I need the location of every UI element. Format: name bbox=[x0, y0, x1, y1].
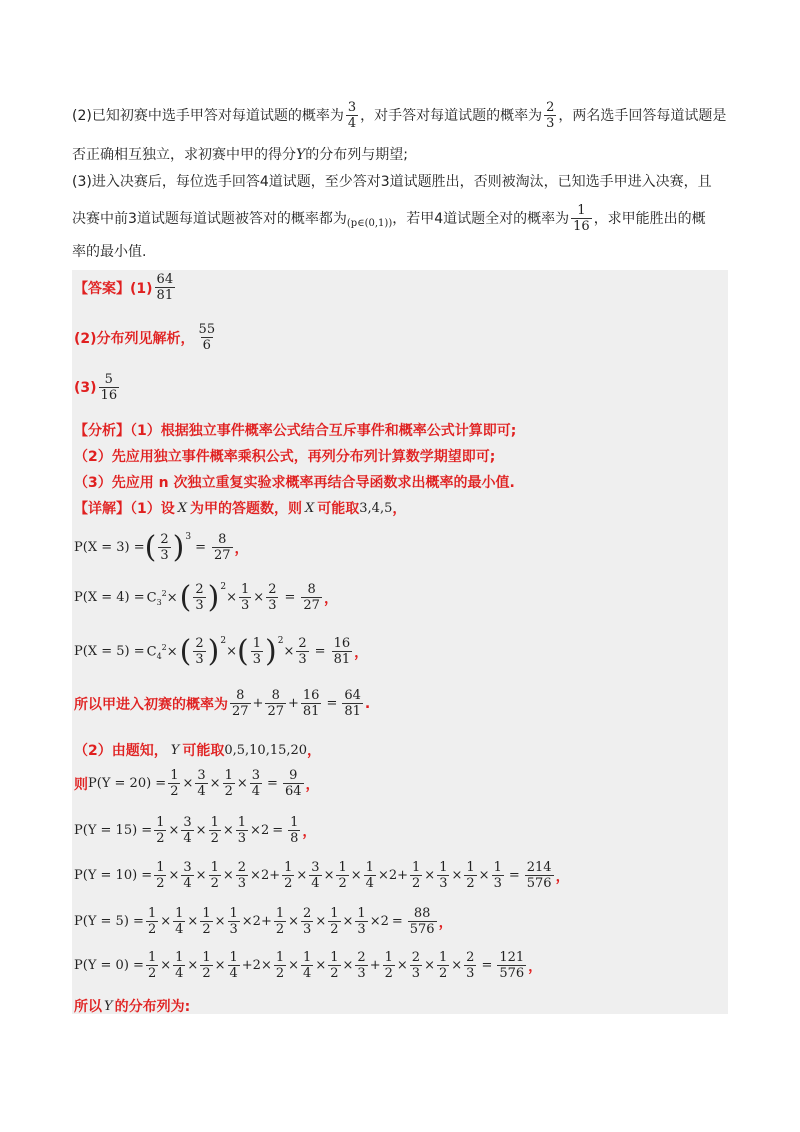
sum-label: 所以甲进入初赛的概率为 bbox=[74, 696, 228, 713]
y-values-line: （2）由题知， Y 可能取 0,5,10,15,20 ， bbox=[74, 740, 321, 760]
px3-equation: P(X = 3) = ( $\frac{2}{3}$ ) 3 = $\frac{8}{27}$ ， bbox=[74, 529, 249, 565]
answer-2-fraction: $\frac{55}{6}$ bbox=[198, 322, 216, 353]
question-text: 的分布列与期望; bbox=[305, 147, 408, 163]
sum-line: 所以甲进入初赛的概率为 $\frac{8}{27}$ + $\frac{8}{27}$ + $\frac{16}{81}$ = $\frac{64}{81}$ . bbox=[74, 688, 371, 719]
question-text: (2)已知初赛中选手甲答对每道试题的概率为 bbox=[72, 107, 344, 124]
analysis-line-1: 【分析】（1）根据独立事件概率公式结合互斥事件和概率公式计算即可; bbox=[74, 423, 517, 439]
answer-2-label: (2)分布列见解析， bbox=[74, 330, 195, 347]
py20-label: P(Y = 20) = bbox=[88, 776, 167, 791]
fraction-3-4: $\frac{3}{4}$ bbox=[347, 100, 357, 131]
question-3-line-1 bbox=[72, 172, 712, 192]
py10-label: P(Y = 10) = bbox=[74, 868, 153, 883]
answer-line-2 bbox=[74, 322, 219, 353]
py0-label: P(Y = 0) = bbox=[74, 958, 144, 973]
variable-y: Y bbox=[170, 742, 180, 758]
px5-result: $\frac{16}{81}$ bbox=[333, 636, 351, 667]
question-text: ，两名选手回答每道试题是 bbox=[558, 107, 727, 124]
py5-equation: P(Y = 5) = $\frac{1}{2}$ × $\frac{1}{4}$ × $\frac{1}{2}$ × $\frac{1}{3}$ ×2+ $\frac{1}{2}$ × $\frac{2}{3}$ × $\frac{1}{2}$ × $\frac{1}{3}$ ×2 = $\frac{88}{576}$ ， bbox=[74, 906, 453, 937]
fraction-2-3: $\frac{2}{3}$ bbox=[546, 100, 555, 131]
then-label: 则 bbox=[74, 776, 88, 793]
detail-text: 为甲的答题数，则 bbox=[190, 501, 303, 517]
detail-text: （2）由题知， bbox=[74, 743, 168, 759]
fraction-1-16: $\frac{1}{16}$ bbox=[573, 203, 590, 234]
question-2-line-2 bbox=[72, 145, 408, 165]
question-text: ，求甲能胜出的概 bbox=[593, 210, 706, 227]
probability-range: (p∈(0,1)) bbox=[346, 217, 393, 229]
py10-equation: P(Y = 10) = $\frac{1}{2}$ × $\frac{3}{4}$ × $\frac{1}{2}$ × $\frac{2}{3}$ ×2+ $\frac{1}{2}$ × $\frac{3}{4}$ × $\frac{1}{2}$ × $\frac{1}{4}$ ×2+ $\frac{1}{2}$ × $\frac{1}{3}$ × $\frac{1}{2}$ × $\frac{1}{3}$ = $\frac{214}{576}$ ， bbox=[74, 860, 570, 891]
variable-x: X bbox=[305, 500, 315, 516]
px4-label: P(X = 4) = bbox=[74, 590, 145, 605]
detail-text: 可能取 bbox=[182, 743, 225, 759]
x-values: 3,4,5 bbox=[359, 500, 393, 516]
py15-equation: P(Y = 15) = $\frac{1}{2}$ × $\frac{3}{4}$ × $\frac{1}{2}$ × $\frac{1}{3}$ ×2 = $\frac{1}{8}$ ， bbox=[74, 815, 317, 846]
question-3-line-2 bbox=[72, 203, 706, 234]
py0-equation: P(Y = 0) = $\frac{1}{2}$ × $\frac{1}{4}$ × $\frac{1}{2}$ × $\frac{1}{4}$ +2× $\frac{1}{2}$ × $\frac{1}{4}$ × $\frac{1}{2}$ × $\frac{2}{3}$ + $\frac{1}{2}$ × $\frac{2}{3}$ × $\frac{1}{2}$ × $\frac{2}{3}$ = $\frac{121}{576}$ ， bbox=[74, 950, 543, 981]
py10-result: $\frac{214}{576}$ bbox=[526, 860, 552, 891]
answer-3-label: (3) bbox=[74, 379, 97, 396]
answer-label: 【答案】(1) bbox=[74, 280, 153, 297]
py15-label: P(Y = 15) = bbox=[74, 823, 153, 838]
question-2-line-1 bbox=[72, 100, 726, 131]
answer-1-fraction: $\frac{64}{81}$ bbox=[156, 272, 174, 303]
question-text: (3)进入决赛后，每位选手回答4道试题，至少答对3道试题胜出，否则被淘汰，已知选手甲进入决赛，且 bbox=[72, 174, 712, 190]
analysis-line-3: （3）先应用 n 次独立重复实验求概率再结合导函数求出概率的最小值. bbox=[74, 475, 515, 491]
px4-result: $\frac{8}{27}$ bbox=[303, 582, 320, 613]
question-text: ，若甲4道试题全对的概率为 bbox=[392, 210, 570, 227]
distribution-line bbox=[74, 996, 190, 1016]
answer-block bbox=[72, 270, 728, 1014]
px5-equation: P(X = 5) = $C_4^2\times$ ( $\frac{2}{3}$ ) 2 × ( $\frac{1}{3}$ ) 2 × $\frac{2}{3}$ = $\frac{16}{81}$ ， bbox=[74, 633, 369, 669]
detail-text: 所以 bbox=[74, 999, 102, 1015]
variable-y: Y bbox=[296, 147, 306, 163]
detail-line-1 bbox=[74, 498, 406, 518]
analysis-line-2: （2）先应用独立事件概率乘积公式，再列分布列计算数学期望即可; bbox=[74, 449, 496, 465]
py15-result: $\frac{1}{8}$ bbox=[290, 815, 299, 846]
y-values: 0,5,10,15,20 bbox=[224, 742, 308, 758]
sum-result: $\frac{64}{81}$ bbox=[344, 688, 361, 719]
answer-line-1 bbox=[74, 272, 177, 303]
question-text: ，对手答对每道试题的概率为 bbox=[360, 107, 543, 124]
py20-result: $\frac{9}{64}$ bbox=[284, 768, 302, 799]
question-text: 率的最小值. bbox=[72, 244, 147, 260]
question-text: 否正确相互独立，求初赛中甲的得分 bbox=[72, 147, 296, 163]
detail-text: 可能取 bbox=[317, 501, 360, 517]
question-3-line-3 bbox=[72, 242, 146, 262]
answer-line-3 bbox=[74, 372, 121, 403]
px4-equation: P(X = 4) = $C_3^2\times$ ( $\frac{2}{3}$ ) 2 × $\frac{1}{3}$ × $\frac{2}{3}$ = $\frac{8}{27}$ ， bbox=[74, 579, 338, 615]
variable-y: Y bbox=[104, 998, 113, 1014]
py20-equation: 则 P(Y = 20) = $\frac{1}{2}$ × $\frac{3}{4}$ × $\frac{1}{2}$ × $\frac{3}{4}$ = $\frac{9}{64}$ ， bbox=[74, 768, 320, 799]
detail-label: 【详解】（1）设 bbox=[74, 501, 175, 517]
py0-result: $\frac{121}{576}$ bbox=[499, 950, 525, 981]
answer-3-fraction: $\frac{5}{16}$ bbox=[100, 372, 118, 403]
detail-text: 的分布列为: bbox=[114, 999, 191, 1015]
question-text: 决赛中前3道试题每道试题被答对的概率都为 bbox=[72, 210, 347, 227]
comma: ， bbox=[392, 501, 407, 517]
py5-result: $\frac{88}{576}$ bbox=[409, 906, 435, 937]
px3-result: $\frac{8}{27}$ bbox=[213, 532, 231, 563]
py5-label: P(Y = 5) = bbox=[74, 914, 144, 929]
px3-label: P(X = 3) = bbox=[74, 540, 145, 555]
variable-x: X bbox=[177, 500, 188, 516]
px5-label: P(X = 5) = bbox=[74, 644, 145, 659]
